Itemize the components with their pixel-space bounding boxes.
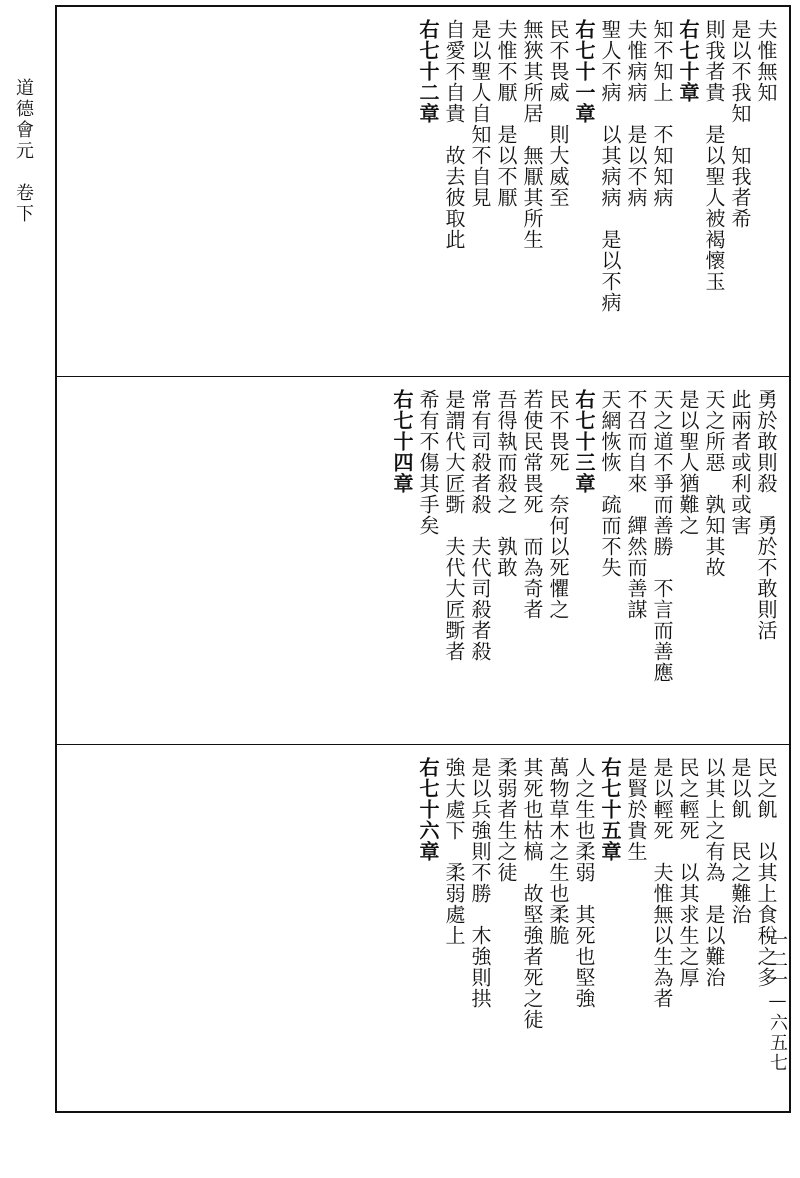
text-column: 夫惟無知 [754, 19, 778, 103]
text-column: 吾得執而殺之 孰敢 [494, 389, 518, 578]
chapter-heading: 右七十五章 [598, 757, 622, 862]
text-column: 天之所惡 孰知其故 [702, 389, 726, 578]
chapter-heading: 右七十四章 [390, 389, 414, 494]
text-column: 不召而自來 繟然而善謀 [624, 389, 648, 620]
text-column: 無狹其所居 無厭其所生 [520, 19, 544, 250]
text-panel-middle [57, 377, 789, 745]
chapter-heading: 右七十六章 [416, 757, 440, 862]
text-column: 自愛不自貴 故去彼取此 [442, 19, 466, 250]
text-column: 是以兵強則不勝 木強則拱 [468, 757, 492, 1009]
text-column: 民之輕死 以其求生之厚 [676, 757, 700, 988]
chapter-heading: 右七十章 [676, 19, 700, 103]
text-column: 夫惟病病 是以不病 [624, 19, 648, 208]
text-column: 勇於敢則殺 勇於不敢則活 [754, 389, 778, 641]
text-column: 萬物草木之生也柔脆 [546, 757, 570, 946]
chapter-heading: 右七十一章 [572, 19, 596, 124]
text-column: 人之生也柔弱 其死也堅強 [572, 757, 596, 1009]
text-column: 是謂代大匠斲 夫代大匠斲者 [442, 389, 466, 662]
text-column: 民不畏威 則大威至 [546, 19, 570, 208]
text-column: 是以飢 民之難治 [728, 757, 752, 925]
text-column: 是以聖人自知不自見 [468, 19, 492, 208]
text-column: 聖人不病 以其病病 是以不病 [598, 19, 622, 313]
text-column: 強大處下 柔弱處上 [442, 757, 466, 946]
page-frame [55, 5, 791, 1113]
text-column: 是以不我知 知我者希 [728, 19, 752, 229]
text-panel-top [57, 7, 789, 377]
text-column: 常有司殺者殺 夫代司殺者殺 [468, 389, 492, 662]
text-column: 天之道不爭而善勝 不言而善應 [650, 389, 674, 683]
text-panel-bottom [57, 745, 789, 1111]
running-head-title: 道德會元 卷下 [13, 78, 34, 225]
text-column: 民之飢 以其上食稅之多 [754, 757, 778, 988]
text-column: 是以聖人猶難之 [676, 389, 700, 536]
text-column: 是以輕死 夫惟無以生為者 [650, 757, 674, 1009]
running-head-page-number: 一二一—六五七 [767, 930, 788, 1073]
text-column: 天網恢恢 疏而不失 [598, 389, 622, 578]
text-column: 則我者貴 是以聖人被褐懷玉 [702, 19, 726, 292]
text-column: 夫惟不厭 是以不厭 [494, 19, 518, 208]
text-column: 柔弱者生之徒 [494, 757, 518, 883]
text-column: 希有不傷其手矣 [416, 389, 440, 536]
panel-text [67, 757, 779, 1101]
text-column: 以其上之有為 是以難治 [702, 757, 726, 988]
chapter-heading: 右七十二章 [416, 19, 440, 124]
panel-text [67, 19, 779, 366]
chapter-heading: 右七十三章 [572, 389, 596, 494]
text-column: 知不知上 不知知病 [650, 19, 674, 208]
text-column: 若使民常畏死 而為奇者 [520, 389, 544, 620]
panel-text [67, 389, 779, 734]
text-column: 其死也枯槁 故堅強者死之徒 [520, 757, 544, 1030]
text-column: 是賢於貴生 [624, 757, 648, 862]
text-column: 民不畏死 奈何以死懼之 [546, 389, 570, 620]
text-column: 此兩者或利或害 [728, 389, 752, 536]
